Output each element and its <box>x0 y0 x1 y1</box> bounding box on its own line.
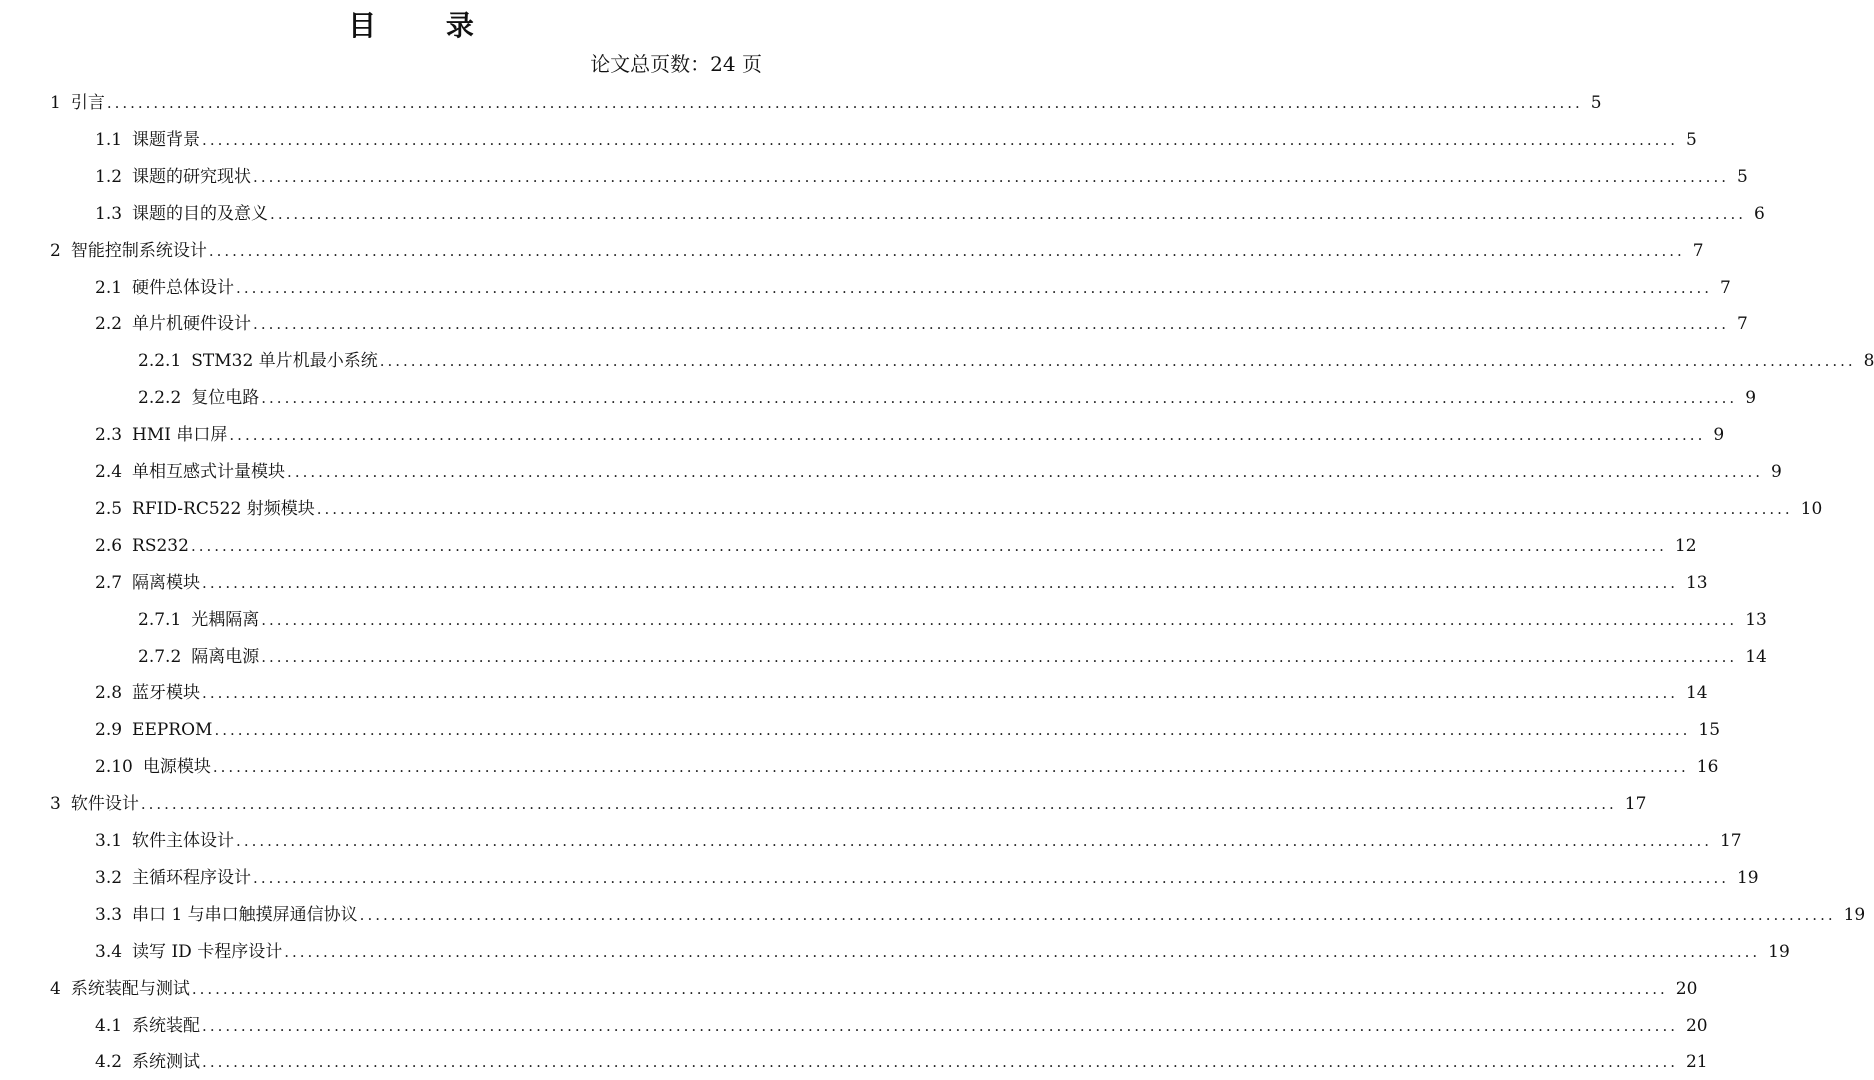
toc-entry[interactable] <box>0 491 1823 527</box>
toc-entry-page: 8 <box>1863 351 1874 372</box>
toc-entry[interactable] <box>0 786 1647 822</box>
toc-dot-leader <box>380 343 1856 379</box>
toc-entry-page: 5 <box>1685 129 1697 150</box>
toc-dot-leader <box>202 122 1678 158</box>
toc-entry-title: 软件设计 <box>70 794 139 815</box>
toc-entry-page: 14 <box>1685 683 1708 704</box>
toc-entry-title: 隔离模块 <box>132 572 201 593</box>
toc-entry-page: 16 <box>1696 757 1719 778</box>
toc-dot-leader <box>202 1008 1678 1044</box>
toc-entry-number: 3.4 <box>95 941 123 962</box>
toc-entry-number: 4 <box>50 978 61 999</box>
toc-entry-page: 9 <box>1713 425 1725 446</box>
toc-entry-title: 串口 1 与串口触摸屏通信协议 <box>132 904 358 925</box>
toc-dot-leader <box>317 491 1793 527</box>
toc-entry[interactable] <box>0 1044 1708 1080</box>
toc-entry-page: 13 <box>1745 609 1767 630</box>
toc-entry[interactable] <box>0 602 1767 638</box>
toc-entry-title: 蓝牙模块 <box>132 683 201 704</box>
toc-entry[interactable] <box>0 196 1765 232</box>
toc-entry-title: 系统装配 <box>132 1015 201 1036</box>
toc-entry-title: 课题背景 <box>132 129 201 150</box>
toc-dot-leader <box>209 233 1685 269</box>
toc-entry-title: 课题的研究现状 <box>132 166 252 187</box>
toc-entry-title: RS232 <box>132 535 189 556</box>
toc-dot-leader <box>270 196 1746 232</box>
toc-entry[interactable] <box>0 122 1697 158</box>
toc-dot-leader <box>229 417 1705 453</box>
toc-entry-page: 20 <box>1685 1015 1708 1036</box>
toc-entry-number: 2.4 <box>95 462 123 482</box>
toc-entry-number: 2 <box>50 240 61 261</box>
toc-entry-page: 14 <box>1745 646 1767 667</box>
toc-entry-number: 2.7 <box>95 572 123 593</box>
toc-entry-number: 2.7.1 <box>138 609 182 630</box>
toc-entry-title: 复位电路 <box>191 388 260 409</box>
total-pages-label: 论文总页数：24 页 <box>590 52 762 76</box>
toc-entry-page: 17 <box>1624 794 1647 815</box>
toc-entry[interactable] <box>0 159 1748 195</box>
toc-entry-title: 电源模块 <box>142 757 211 778</box>
toc-dot-leader <box>287 454 1763 490</box>
toc-entry[interactable] <box>0 454 1782 490</box>
toc-entry-number: 2.7.2 <box>138 646 182 667</box>
toc-entry-title: 系统测试 <box>132 1052 201 1073</box>
toc-entry-number: 2.9 <box>95 720 123 741</box>
toc-entry[interactable] <box>0 749 1719 785</box>
toc-dot-leader <box>236 270 1712 306</box>
toc-dot-leader <box>213 749 1689 785</box>
toc-entry[interactable] <box>0 860 1759 896</box>
toc-entry[interactable] <box>0 528 1697 564</box>
toc-entry-title: 隔离电源 <box>191 646 260 667</box>
toc-entry-page: 12 <box>1674 535 1697 556</box>
toc-dot-leader <box>192 971 1668 1007</box>
toc-entry-page: 9 <box>1770 462 1782 482</box>
toc-entry[interactable] <box>0 417 1725 453</box>
toc-entry-title: 读写 ID 卡程序设计 <box>132 941 283 962</box>
toc-entry-title: 硬件总体设计 <box>132 277 235 298</box>
toc-dot-leader <box>236 823 1712 859</box>
toc-entry[interactable] <box>0 675 1708 711</box>
toc-entry-page: 19 <box>1768 941 1790 962</box>
toc-dot-leader <box>261 602 1737 638</box>
toc-entry-page: 7 <box>1719 277 1731 298</box>
toc-dot-leader <box>202 1044 1678 1080</box>
toc-entry-page: 13 <box>1685 572 1708 593</box>
toc-entry-title: 软件主体设计 <box>132 831 235 851</box>
toc-entry[interactable] <box>0 971 1698 1007</box>
toc-dot-leader <box>202 565 1678 601</box>
toc-dot-leader <box>253 306 1729 342</box>
toc-entry-title: 主循环程序设计 <box>132 867 252 888</box>
toc-dot-leader <box>261 380 1737 416</box>
toc-entry[interactable] <box>0 233 1704 269</box>
toc-dot-leader <box>214 712 1690 748</box>
toc-entry-page: 15 <box>1698 720 1721 741</box>
toc-entry-number: 1.2 <box>95 166 123 187</box>
toc-entry[interactable] <box>0 1008 1708 1044</box>
toc-entry-page: 20 <box>1675 978 1698 999</box>
toc-entry-page: 17 <box>1719 831 1742 851</box>
toc-entry-title: HMI 串口屏 <box>132 425 228 446</box>
toc-entry[interactable] <box>0 343 1874 379</box>
toc-entry-number: 3 <box>50 794 61 815</box>
toc-dot-leader <box>202 675 1678 711</box>
toc-entry-page: 21 <box>1685 1052 1708 1073</box>
toc-entry-page: 6 <box>1753 203 1765 224</box>
toc-entry-number: 2.2.1 <box>138 351 182 372</box>
toc-entry[interactable] <box>0 270 1731 306</box>
toc-entry-number: 1.3 <box>95 203 123 224</box>
toc-entry-number: 4.1 <box>95 1015 123 1036</box>
toc-dot-leader <box>253 860 1729 896</box>
toc-entry-number: 2.3 <box>95 425 123 446</box>
toc-entry[interactable] <box>0 380 1757 416</box>
toc-dot-leader <box>141 786 1617 822</box>
toc-entry-number: 2.6 <box>95 535 123 556</box>
toc-entry-title: 智能控制系统设计 <box>70 240 207 261</box>
toc-entry[interactable] <box>0 306 1748 342</box>
toc-entry-number: 3.1 <box>95 831 123 851</box>
toc-dot-leader <box>191 528 1667 564</box>
toc-entry-title: 课题的目的及意义 <box>132 203 269 224</box>
toc-entry-number: 3.3 <box>95 904 123 925</box>
toc-entry-number: 2.1 <box>95 277 123 298</box>
toc-entry-number: 1 <box>50 93 61 113</box>
toc-entry-number: 2.2.2 <box>138 388 182 409</box>
toc-dot-leader <box>107 85 1583 121</box>
toc-entry-page: 7 <box>1736 314 1748 335</box>
toc-entry[interactable] <box>0 823 1742 859</box>
toc-entry-number: 3.2 <box>95 867 123 888</box>
toc-entry-page: 5 <box>1736 166 1748 187</box>
toc-dot-leader <box>261 639 1737 675</box>
toc-entry[interactable] <box>0 565 1708 601</box>
toc-entry[interactable] <box>0 934 1790 970</box>
toc-entry-title: 单片机硬件设计 <box>132 314 252 335</box>
toc-entry-number: 4.2 <box>95 1052 123 1073</box>
toc-entry-page: 10 <box>1800 498 1823 519</box>
page-title: 目 录 <box>348 9 504 42</box>
toc-entry-title: 光耦隔离 <box>191 609 260 630</box>
toc-entry-title: 系统装配与测试 <box>70 978 190 999</box>
toc-entry-title: STM32 单片机最小系统 <box>191 351 378 372</box>
toc-entry-page: 9 <box>1745 388 1757 409</box>
toc-dot-leader <box>253 159 1729 195</box>
toc-dot-leader <box>284 934 1760 970</box>
toc-entry-number: 1.1 <box>95 129 123 150</box>
toc-entry[interactable] <box>0 639 1767 675</box>
toc-entry[interactable] <box>0 897 1866 933</box>
toc-entry-page: 7 <box>1692 240 1704 261</box>
toc-entry-number: 2.5 <box>95 498 123 519</box>
toc-entry-page: 19 <box>1843 904 1866 925</box>
toc-entry-title: 引言 <box>70 93 105 113</box>
toc-entry-number: 2.2 <box>95 314 123 335</box>
toc-entry-number: 2.10 <box>95 757 133 778</box>
toc-entry[interactable] <box>0 712 1721 748</box>
toc-entry-title: 单相互感式计量模块 <box>132 462 286 482</box>
toc-entry-page: 19 <box>1736 867 1759 888</box>
toc-entry-title: EEPROM <box>132 720 213 741</box>
toc-entry-page: 5 <box>1590 93 1602 113</box>
toc-entry-number: 2.8 <box>95 683 123 704</box>
toc-entry[interactable] <box>0 85 1602 121</box>
toc-dot-leader <box>360 897 1836 933</box>
toc-entry-title: RFID-RC522 射频模块 <box>132 498 315 519</box>
